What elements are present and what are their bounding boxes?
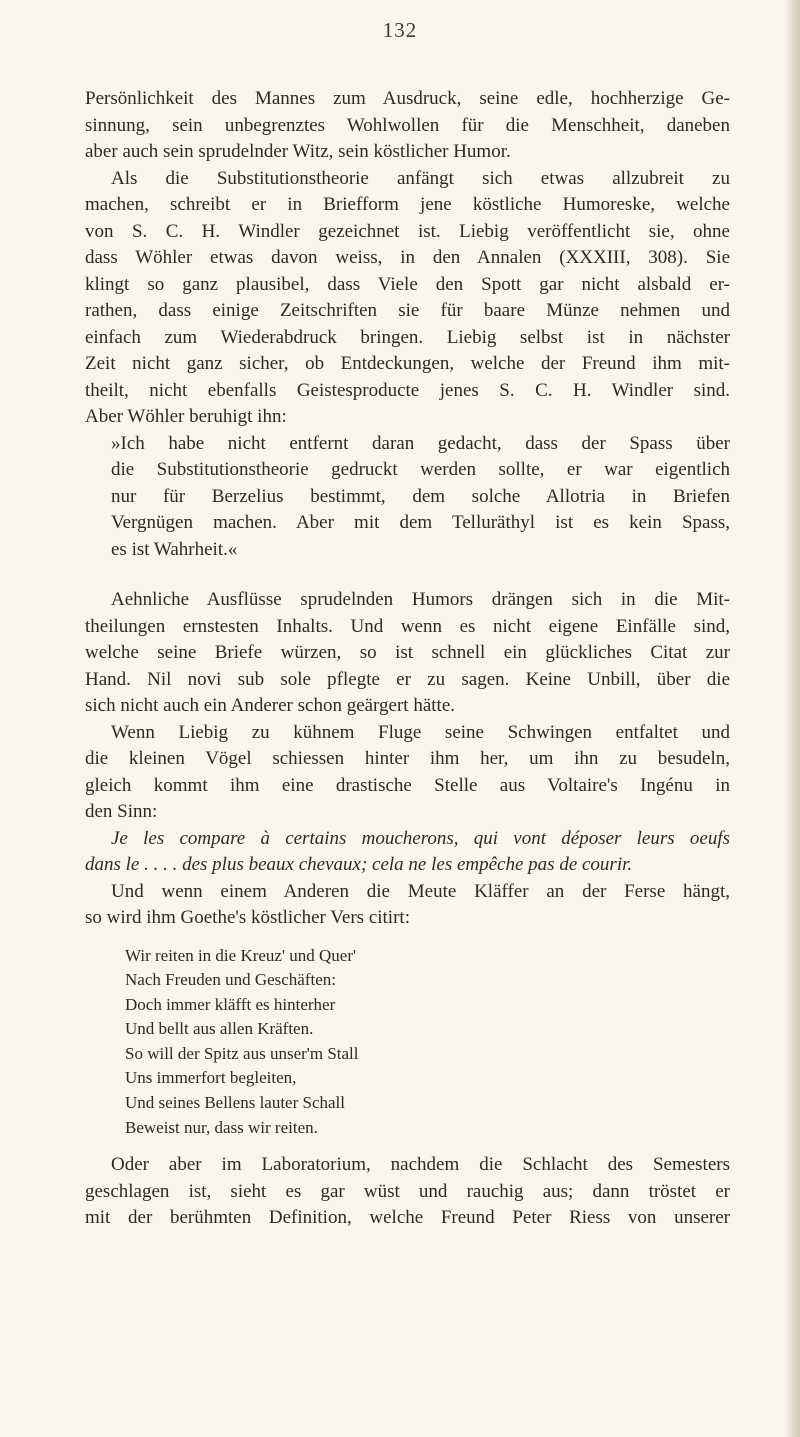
- poem-line: Doch immer kläfft es hinterher: [125, 994, 336, 1014]
- paragraph-6: [85, 1152, 730, 1232]
- text-line: sinnung, sein unbegrenztes Wohlwollen für die Menschheit, daneben: [85, 114, 730, 136]
- paragraph-4: [85, 720, 730, 826]
- text-line: so wird ihm Goethe's köstlicher Vers citirt:: [85, 907, 410, 928]
- body-text: [85, 86, 730, 1232]
- text-line: dans le . . . . des plus beaux chevaux; cela ne les empêche pas de courir.: [85, 854, 633, 875]
- text-line: Hand. Nil novi sub sole pflegte er zu sagen. Keine Unbill, über die: [85, 668, 730, 690]
- poem-line: Uns immerfort begleiten,: [125, 1068, 297, 1088]
- text-line: machen, schreibt er in Briefform jene köstliche Humoreske, welche: [85, 194, 730, 215]
- text-line: den Sinn:: [85, 801, 158, 822]
- poem-line: Wir reiten in die Kreuz' und Quer': [125, 945, 357, 965]
- paragraph-2: [85, 166, 730, 431]
- text-line: aber auch sein sprudelnder Witz, sein köstlicher Humor.: [85, 141, 511, 162]
- text-line: gleich kommt ihm eine drastische Stelle aus Voltaire's Ingénu in: [85, 774, 730, 796]
- text-line: Oder aber im Laboratorium, nachdem die Schlacht des Semesters: [111, 1154, 730, 1176]
- paragraph-3: [85, 587, 730, 720]
- text-line: einfach zum Wiederabdruck bringen. Liebig selbst ist in nächster: [85, 326, 730, 348]
- text-line: dass Wöhler etwas davon weiss, in den Annalen (XXXIII, 308). Sie: [85, 247, 730, 268]
- spacer: [85, 1140, 730, 1152]
- text-line: Wenn Liebig zu kühnem Fluge seine Schwingen entfaltet und: [111, 721, 730, 743]
- text-line: nur für Berzelius bestimmt, dem solche Allotria in Briefen: [111, 485, 730, 507]
- text-line: Vergnügen machen. Aber mit dem Telluräthyl ist es kein Spass,: [111, 512, 730, 533]
- goethe-poem: [125, 944, 730, 1141]
- poem-line: Und bellt aus allen Kräften.: [125, 1019, 314, 1039]
- text-line: die Substitutionstheorie gedruckt werden sollte, er war eigentlich: [111, 459, 730, 480]
- spacer: [85, 563, 730, 587]
- voltaire-quote: [85, 826, 730, 879]
- text-line: welche seine Briefe würzen, so ist schnell ein glückliches Citat zur: [85, 642, 730, 663]
- text-line: theilt, nicht ebenfalls Geistesproducte jenes S. C. H. Windler sind.: [85, 379, 730, 401]
- wohler-quote: [111, 431, 730, 564]
- poem-line: Und seines Bellens lauter Schall: [125, 1093, 346, 1113]
- paragraph-1: [85, 86, 730, 166]
- text-line: Und wenn einem Anderen die Meute Kläffer an der Ferse hängt,: [111, 880, 730, 902]
- paragraph-5: [85, 879, 730, 932]
- text-line: »Ich habe nicht entfernt daran gedacht, dass der Spass über: [111, 432, 730, 454]
- text-line: theilungen ernstesten Inhalts. Und wenn es nicht eigene Einfälle sind,: [85, 615, 730, 637]
- text-line: Persönlichkeit des Mannes zum Ausdruck, seine edle, hochherzige Ge-: [85, 88, 730, 109]
- text-line: mit der berühmten Definition, welche Freund Peter Riess von unserer: [85, 1207, 730, 1229]
- poem-line: So will der Spitz aus unser'm Stall: [125, 1043, 359, 1063]
- text-line: von S. C. H. Windler gezeichnet ist. Liebig veröffentlicht sie, ohne: [85, 220, 730, 242]
- text-line: sich nicht auch ein Anderer schon geärgert hätte.: [85, 695, 456, 716]
- text-line: geschlagen ist, sieht es gar wüst und rauchig aus; dann tröstet er: [85, 1180, 730, 1202]
- page-edge-shadow: [786, 0, 800, 1437]
- page-number: 132: [382, 18, 418, 42]
- text-line: Je les compare à certains moucherons, qui vont déposer leurs oeufs: [111, 827, 730, 849]
- text-line: klingt so ganz plausibel, dass Viele den Spott gar nicht alsbald er-: [85, 273, 730, 295]
- text-line: es ist Wahrheit.«: [111, 538, 238, 560]
- poem-line: Nach Freuden und Geschäften:: [125, 970, 337, 990]
- text-line: die kleinen Vögel schiessen hinter ihm her, um ihn zu besudeln,: [85, 748, 730, 769]
- text-line: Zeit nicht ganz sicher, ob Entdeckungen, welche der Freund ihm mit-: [85, 353, 730, 374]
- spacer: [85, 932, 730, 944]
- text-line: rathen, dass einige Zeitschriften sie für baare Münze nehmen und: [85, 300, 730, 321]
- text-line: Aber Wöhler beruhigt ihn:: [85, 406, 287, 427]
- text-line: Aehnliche Ausflüsse sprudelnden Humors drängen sich in die Mit-: [111, 589, 730, 610]
- poem-line: Beweist nur, dass wir reiten.: [125, 1117, 318, 1137]
- text-line: Als die Substitutionstheorie anfängt sich etwas allzubreit zu: [111, 167, 730, 189]
